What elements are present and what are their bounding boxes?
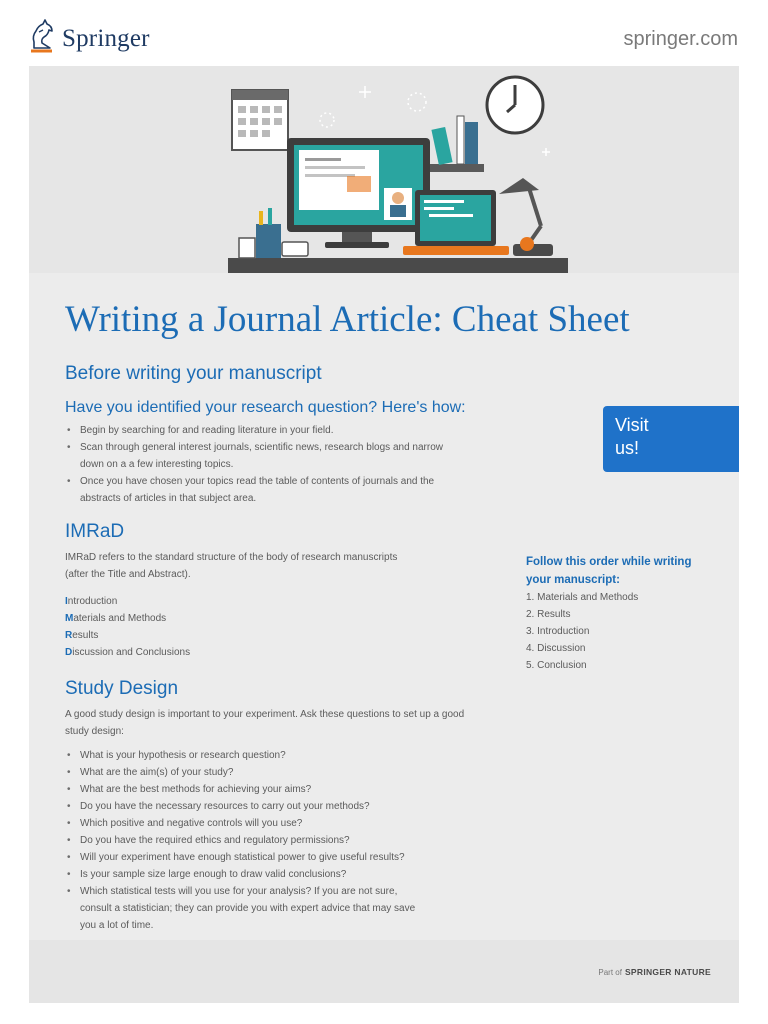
list-item: • Once you have chosen your topics read the table of contents of journals and the [65, 473, 443, 490]
hero-illustration [29, 66, 739, 273]
list-item: 1. Materials and Methods [526, 592, 639, 603]
site-url[interactable]: springer.com [623, 28, 738, 50]
imrad-description-line2: (after the Title and Abstract). [65, 569, 191, 580]
imrad-list [65, 593, 190, 661]
study-intro-line2: study design: [65, 726, 124, 737]
section-heading-imrad: IMRaD [65, 521, 125, 542]
list-item-continued: you a lot of time. [80, 920, 154, 931]
laptop-icon [403, 190, 509, 255]
list-item: 4. Discussion [526, 643, 586, 654]
list-item: 5. Conclusion [526, 660, 587, 671]
imrad-item-introduction: Introduction [65, 596, 118, 607]
footer [29, 940, 739, 1003]
list-item: • Is your sample size large enough to draw valid conclusions? [65, 866, 415, 883]
imrad-item-results: Results [65, 630, 99, 641]
springer-nature-mark: Part of SPRINGER NATURE [598, 967, 711, 977]
monitor-icon [287, 138, 430, 248]
imrad-item-methods: Materials and Methods [65, 613, 167, 624]
list-item-continued: down on a a few interesting topics. [80, 459, 234, 470]
list-item: • Do you have the required ethics and regulatory permissions? [65, 832, 415, 849]
study-intro-line1: A good study design is important to your experiment. Ask these questions to set up a good [65, 709, 465, 720]
list-item: • Which statistical tests will you use for your analysis? If you are not sure, [65, 883, 415, 900]
page-title: Writing a Journal Article: Cheat Sheet [65, 299, 630, 340]
brand-name: Springer [62, 24, 150, 52]
calendar-icon [232, 90, 288, 150]
list-item: • What are the best methods for achieving your aims? [65, 781, 415, 798]
list-item: 2. Results [526, 609, 571, 620]
visit-us-button[interactable] [603, 406, 739, 472]
visit-us-label: Visit us! [615, 415, 649, 458]
writing-order-title: Follow this order while writing your manuscript: [526, 556, 692, 586]
section-heading-before: Before writing your manuscript [65, 363, 322, 384]
list-item: • Do you have the necessary resources to carry out your methods? [65, 798, 415, 815]
list-item-continued: consult a statistician; they can provide you with expert advice that may save [80, 903, 416, 914]
imrad-description-line1: IMRaD refers to the standard structure of the body of research manuscripts [65, 552, 398, 563]
cheat-sheet-panel [29, 66, 739, 1003]
list-item: • Begin by searching for and reading literature in your field. [65, 422, 443, 439]
clock-icon [487, 77, 543, 133]
list-item: • Which positive and negative controls will you use? [65, 815, 415, 832]
list-item: • Scan through general interest journals, scientific news, research blogs and narrow [65, 439, 443, 456]
research-question-heading: Have you identified your research question? Here's how: [65, 399, 466, 416]
list-item: • Will your experiment have enough statistical power to give useful results? [65, 849, 415, 866]
writing-order-list [526, 589, 638, 674]
page-header [0, 0, 768, 66]
section-heading-study-design: Study Design [65, 678, 179, 699]
springer-logo[interactable] [28, 18, 150, 59]
research-question-list [65, 422, 443, 507]
list-item: • What is your hypothesis or research question? [65, 747, 415, 764]
study-design-questions [65, 747, 415, 934]
list-item: 3. Introduction [526, 626, 590, 637]
desk-lamp-icon [499, 178, 553, 256]
imrad-item-discussion: Discussion and Conclusions [65, 647, 191, 658]
list-item: • What are the aim(s) of your study? [65, 764, 415, 781]
list-item-continued: abstracts of articles in that subject area. [80, 493, 257, 504]
springer-horse-icon [28, 18, 58, 59]
